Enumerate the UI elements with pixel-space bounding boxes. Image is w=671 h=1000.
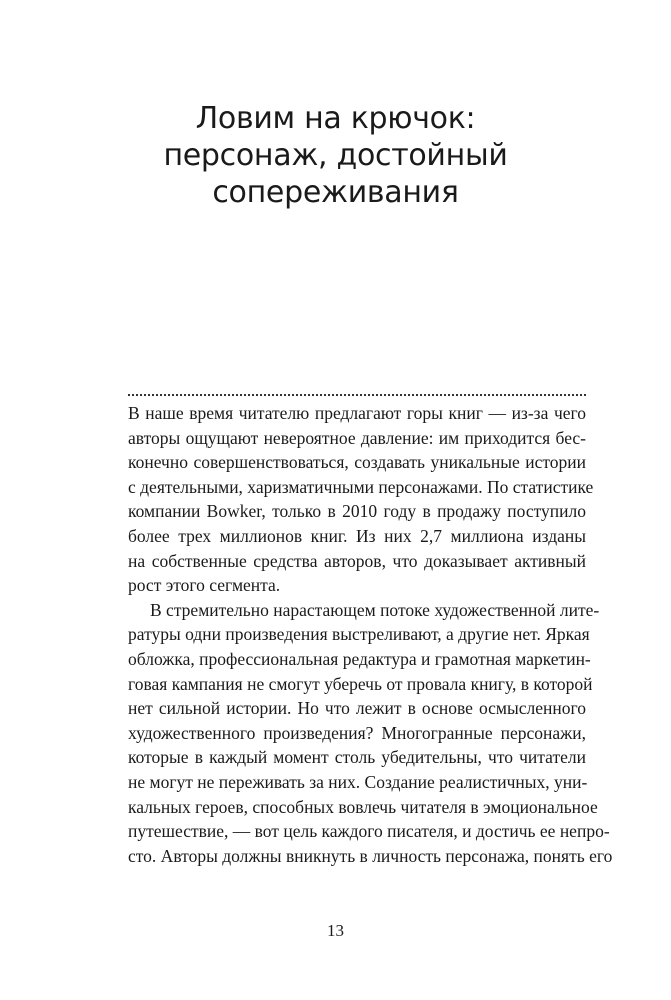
text-line: ратуры одни произведения выстреливают, а другие нет. Яркая — [128, 624, 590, 645]
text-line: В стремительно нарастающем потоке художественной лите- — [150, 599, 600, 620]
page-number: 13 — [327, 921, 344, 940]
chapter-title-line: персонаж, достойный — [163, 138, 508, 173]
text-line: В наше время читателю предлагают горы книг — из-за чего — [128, 403, 586, 423]
text-line: говая кампания не смогут уберечь от провала книгу, в которой — [128, 673, 593, 694]
text-line: рост этого сегмента. — [128, 575, 281, 596]
text-line: не могут не переживать за них. Создание реалистичных, уни- — [128, 771, 588, 792]
chapter-title-line: сопереживания — [212, 175, 459, 210]
chapter-title — [0, 100, 671, 211]
text-line: компании Bowker, только в 2010 году в продажу поступило — [128, 501, 586, 522]
text-line: на собственные средства авторов, что доказывает активный — [128, 550, 586, 571]
chapter-title-line: Ловим на крючок: — [195, 101, 476, 136]
text-line: обложка, профессиональная редактура и грамотная маркетин- — [128, 648, 591, 669]
text-line: которые в каждый момент столь убедительны, что читатели — [128, 747, 586, 768]
text-line: кальных героев, способных вовлечь читателя в эмоциональное — [128, 796, 598, 817]
text-line: сто. Авторы должны вникнуть в личность персонажа, понять его — [128, 845, 613, 866]
text-line: авторы ощущают невероятное давление: им приходится бес- — [128, 427, 586, 448]
text-line: более трех миллионов книг. Из них 2,7 миллиона изданы — [128, 525, 586, 546]
text-line: путешествие, — вот цель каждого писателя, и достичь ее непро- — [128, 821, 610, 842]
text-line: нет сильной истории. Но что лежит в основе осмысленного — [128, 698, 586, 719]
paragraph-1 — [128, 401, 594, 598]
text-line: художественного произведения? Многогранные персонажи, — [128, 722, 586, 743]
text-line: конечно совершенствоваться, создавать уникальные истории — [128, 452, 586, 473]
paragraph-2 — [128, 598, 613, 869]
text-line: с деятельными, харизматичными персонажами. По статистике — [128, 476, 594, 497]
dotted-divider — [128, 394, 586, 396]
body-text — [128, 401, 613, 868]
